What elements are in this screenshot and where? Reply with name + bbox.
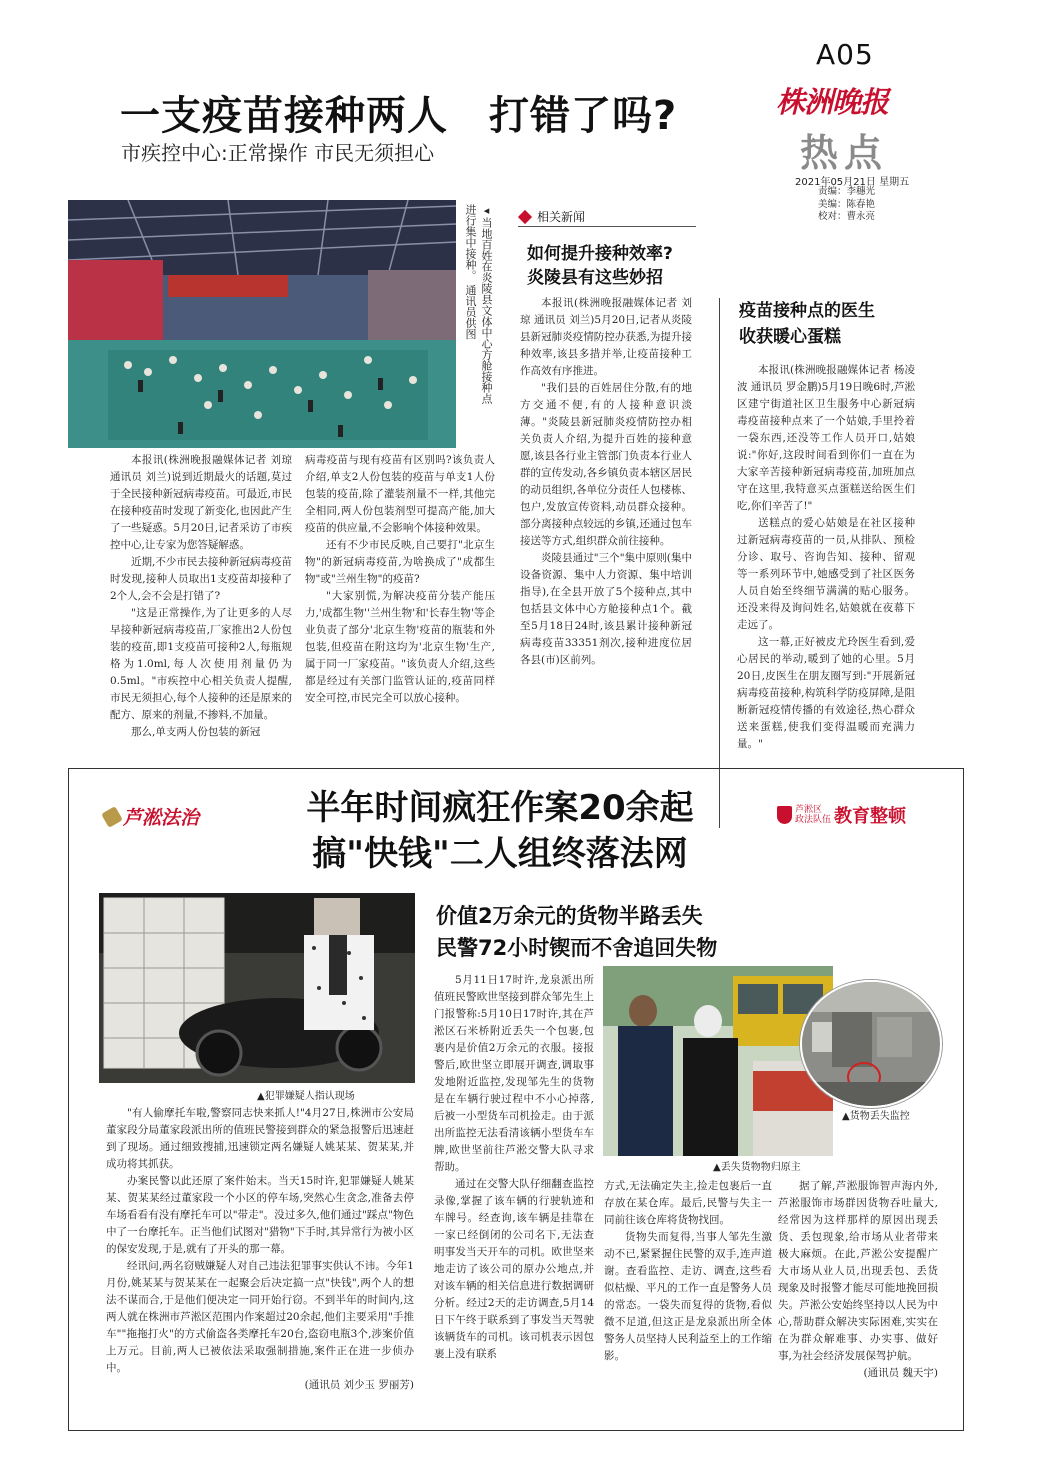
gavel-icon [101, 806, 123, 828]
law-story1-byline: (通讯员 刘少玉 罗丽芳) [304, 1379, 414, 1391]
recovered-goods-caption [713, 1158, 801, 1173]
surveillance-photo [800, 980, 942, 1108]
main-story-col2 [305, 452, 495, 707]
side-story-headline-2: 收获暖心蛋糕 [739, 327, 841, 347]
proofreader-credit: 校对：曹永亮 [818, 211, 876, 222]
badge-icon [777, 806, 792, 824]
related-news-label-text: 相关新闻 [537, 210, 586, 224]
vaccination-photo-caption-text: 当地百姓在炎陵县文体中心方舱接种点进行集中接种。 通讯员供图 [464, 204, 493, 404]
paragraph: 本报讯(株洲晚报融媒体记者 刘琼 通讯员 刘兰)5月20日,记者从炎陵县新冠肺炎疫情防控办获悉,为提升接种效率,该县多措并举,让疫苗接种工作高效有序推进。 [520, 297, 692, 377]
paragraph: 炎陵县通过"三个"集中原则(集中设备资源、集中人力资源、集中培训指导),在全县开放了5个接种点,其中包括县文体中心方舱接种点1个。截至5月18日24时,该县累计接种新冠病毒疫苗33351剂次,接种进度位居各县(市)区前列。 [520, 552, 692, 666]
caption-triangle-icon: ▲ [257, 1091, 265, 1102]
law-story2-col1 [434, 972, 594, 1363]
law-story2-byline: (通讯员 魏天宇) [863, 1367, 938, 1379]
paragraph: 本报讯(株洲晚报融媒体记者 刘琼 通讯员 刘兰)说到近期最火的话题,莫过于全民接种新冠病毒疫苗。可最近,市民在接种疫苗时发现了新变化,也因此产生了一些疑惑。5月20日,记者采访了市疾控中心,让专家为您答疑解惑。 [110, 454, 292, 551]
law-right-logo-small [795, 805, 831, 825]
paragraph: 5月11日17时许,龙泉派出所值班民警欧世坚接到群众邹先生上门报警称:5月10日17时许,其在芦淞区石米桥附近丢失一个包裹,包裹内是价值2万余元的衣服。接报警后,欧世坚立即展开调查,调取事发地附近监控,发现邹先生的货物是在车辆行驶过程中不小心掉落,后被一小型货车司机捡走。由于派出所监控无法看清该辆小型货车车牌,欧世坚前往芦淞交警大队寻求帮助。 [434, 974, 594, 1173]
newspaper-logo: 株洲晚报 [776, 85, 889, 119]
surveillance-caption-text: 货物丢失监控 [849, 1111, 910, 1122]
law-left-logo-text: 芦淞法治 [123, 807, 200, 829]
law-right-logo-small-1: 芦淞区 [795, 805, 823, 815]
page-number: A05 [816, 38, 874, 71]
suspect-scene-photo [99, 893, 415, 1083]
caption-triangle-icon: ▲ [713, 1162, 721, 1173]
side-story-headline [739, 298, 875, 350]
paragraph: 近期,不少市民去接种新冠病毒疫苗时发现,接种人员取出1支疫苗却接种了2个人,会不会是打错了? [110, 556, 292, 602]
law-right-logo-small-2: 政法队伍 [795, 815, 832, 825]
law-story2-headline-1: 价值2万余元的货物半路丢失 [436, 904, 703, 928]
paragraph: 这一幕,正好被皮尤玲医生看到,爱心居民的举动,暖到了她的心里。5月20日,皮医生在朋友圈写到:"开展新冠病毒疫苗接种,构筑科学防疫屏障,是阻断新冠疫情传播的有效途径,热心群众送来蛋糕,使我们变得温暖而充满力量。" [737, 636, 915, 750]
paragraph: "有人偷摩托车啦,警察同志快来抓人!"4月27日,株洲市公安局董家段分局董家段派出所的值班民警接到群众的紧急报警后迅速赶到了现场。通过细致搜捕,迅速锁定两名嫌疑人姚某某、贺某某,并成功将其抓获。 [106, 1107, 414, 1170]
credits [818, 186, 875, 224]
law-right-logo [777, 802, 906, 828]
paragraph: "这是正常操作,为了让更多的人尽早接种新冠病毒疫苗,厂家推出2人份包装的疫苗,即1支疫苗可接种2人,每瓶规格为1.0ml,每人次使用剂量仍为0.5ml。"市疾控中心相关负责人提醒,市民无须担心,每个人接种的还是原来的配方、原来的剂量,不掺料,不加量。 [110, 607, 292, 721]
vaccination-photo-caption [458, 204, 494, 414]
paragraph: 那么,单支两人份包装的新冠 [131, 726, 261, 738]
related-news-body [520, 295, 692, 669]
paragraph: 货物失而复得,当事人邹先生激动不已,紧紧握住民警的双手,连声道谢。查看监控、走访、调查,这些看似枯燥、平凡的工作一直是警务人员的常态。一袋失而复得的货物,看似微不足道,但这正是龙泉派出所全体警务人员坚持人民利益至上的工作缩影。 [604, 1231, 772, 1362]
main-subheadline: 市疾控中心:正常操作 市民无须担心 [121, 141, 435, 165]
suspect-photo-caption-text: 犯罪嫌疑人指认现场 [264, 1091, 355, 1102]
issue-date: 2021年05月21日 星期五 [795, 177, 910, 188]
caption-triangle-icon: ◂ [480, 204, 493, 217]
law-headline-2: 搞"快钱"二人组终落法网 [312, 834, 688, 874]
related-news-headline [527, 242, 673, 290]
paragraph: 还有不少市民反映,自己要打"北京生物"的新冠病毒疫苗,为啥换成了"成都生物"或"兰州生物"的疫苗? [305, 539, 495, 585]
paragraph: 方式,无法确定失主,捡走包裹后一直存放在某仓库。最后,民警与失主一同前往该仓库将货物找回。 [604, 1180, 772, 1226]
recovered-goods-photo [603, 966, 833, 1156]
diamond-icon [518, 209, 532, 223]
section-title: 热点 [800, 131, 889, 175]
paragraph: "我们县的百姓居住分散,有的地方交通不便,有的人接种意识淡薄。"炎陵县新冠肺炎疫情防控办相关负责人介绍,为提升百姓的接种意愿,该县各行业主管部门负责本行业人群的宣传发动,各乡镇负责本辖区居民的动员组织,各单位分责任人包楼栋、包户,发放宣传资料,动员群众接种。部分离接种点较远的乡镇,还通过包车接送等方式,组织群众前往接种。 [520, 382, 692, 547]
paragraph: 送糕点的爱心姑娘是在社区接种过新冠病毒疫苗的一员,从排队、预检分诊、取号、咨询告知、接种、留观等一系列环节中,她感受到了社区医务人员自始至终细节满满的贴心服务。还没来得及询问姓名,姑娘就在夜幕下走远了。 [737, 517, 915, 631]
paragraph: 通过在交警大队仔细翻查监控录像,掌握了该车辆的行驶轨迹和车牌号。经查询,该车辆是挂靠在一家已经倒闭的公司名下,无法查明事发当天开车的司机。欧世坚来地走访了该公司的原办公地点,并对该车辆的相关信息进行数据调研分析。经过2天的走访调查,5月14日下午终于联系到了事发当天驾驶该辆货车的司机。该司机表示因包裹上没有联系 [434, 1178, 594, 1360]
related-news-headline-1: 如何提升接种效率? [527, 244, 673, 264]
side-story-headline-1: 疫苗接种点的医生 [739, 301, 875, 321]
recovered-goods-caption-text: 丢失货物物归原主 [720, 1162, 801, 1173]
paragraph: "大家别慌,为解决疫苗分装产能压力,'成都生物''兰州生物'和'长春生物'等企业负责了部分'北京生物'疫苗的瓶装和外包装,但疫苗在附这均为'北京生物'生产,属于同一厂家疫苗。"该负责人介绍,这些都是经过有关部门监管认证的,疫苗同样安全可控,市民完全可以放心接种。 [305, 590, 495, 704]
law-story2-col2 [604, 1178, 772, 1365]
law-headline [240, 785, 760, 877]
vaccination-hall-photo [68, 200, 456, 448]
paragraph: 本报讯(株洲晚报融媒体记者 杨凌波 通讯员 罗金鹏)5月19日晚6时,芦淞区建宁街道社区卫生服务中心新冠病毒疫苗接种点来了一个姑娘,手里拎着一袋东西,还没等工作人员开口,姑娘说:"你好,这段时间看到你们一直在为大家辛苦接种新冠病毒疫苗,加班加点守在这里,我特意买点蛋糕送给医生们吃,你们辛苦了!" [737, 364, 915, 512]
editor-credit: 责编：李穗光 [818, 186, 876, 197]
paragraph: 经讯问,两名窃贼嫌疑人对自己违法犯罪事实供认不讳。今年1月份,姚某某与贺某某在一起聚会后决定搞一点"快钱",两个人的想法不谋而合,于是他们便决定一同开始行窃。不到半年的时间内,这两人就在株洲市芦淞区范围内作案超过20余起,他们主要采用"手推车""拖拖打火"的方式偷盗各类摩托车20台,盗窃电瓶3个,涉案价值上万元。目前,两人已被依法采取强制措施,案件正在进一步侦办中。 [106, 1260, 414, 1374]
paragraph: 据了解,芦淞服饰智声海内外,芦淞服饰市场群因货物吞吐量大,经常因为这样那样的原因出现丢货、丢包现象,给市场从业者带来极大麻烦。在此,芦淞公安提醒广大市场从业人员,出现丢包、丢货现象及时报警才能尽可能地挽回损失。芦淞公安始终坚持以人民为中心,帮助群众解决实际困难,实实在在为群众解难事、办实事、做好事,为社会经济发展保驾护航。 [778, 1180, 938, 1362]
law-story2-col3 [778, 1178, 938, 1382]
suspect-photo-caption [257, 1087, 355, 1102]
main-story-col1 [110, 452, 292, 741]
law-story1-body [106, 1105, 414, 1394]
law-headline-1: 半年时间疯狂作案20余起 [306, 788, 694, 828]
caption-triangle-icon: ▲ [842, 1111, 850, 1122]
law-story2-headline [436, 900, 717, 964]
main-headline: 一支疫苗接种两人 打错了吗? [120, 93, 678, 139]
related-news-headline-2: 炎陵县有这些妙招 [527, 268, 663, 288]
paragraph: 办案民警以此还原了案件始末。当天15时许,犯罪嫌疑人姚某某、贺某某经过董家段一个小区的停车场,突然心生贪念,准备去停车场看看有没有摩托车可以"带走"。没过多久,他们通过"踩点"物色中了一台摩托车。正当他们试图对"猎物"下手时,其异常行为被小区的保安发现,于是,就有了开头的那一幕。 [106, 1175, 414, 1255]
law-left-logo [104, 803, 199, 830]
law-story2-headline-2: 民警72小时锲而不舍追回失物 [436, 936, 718, 960]
law-right-logo-text: 教育整顿 [834, 806, 907, 827]
paragraph: 病毒疫苗与现有疫苗有区别吗?该负责人介绍,单支2人份包装的疫苗与单支1人份包装的疫苗,除了灌装剂量不一样,其他完全相同,两人份包装剂型可提高产能,加大疫苗的供应量,不会影响个体接种效果。 [305, 454, 495, 534]
designer-credit: 美编：陈春艳 [818, 198, 876, 210]
related-news-label [520, 208, 585, 225]
surveillance-caption [842, 1107, 910, 1122]
side-story-body [737, 362, 915, 753]
